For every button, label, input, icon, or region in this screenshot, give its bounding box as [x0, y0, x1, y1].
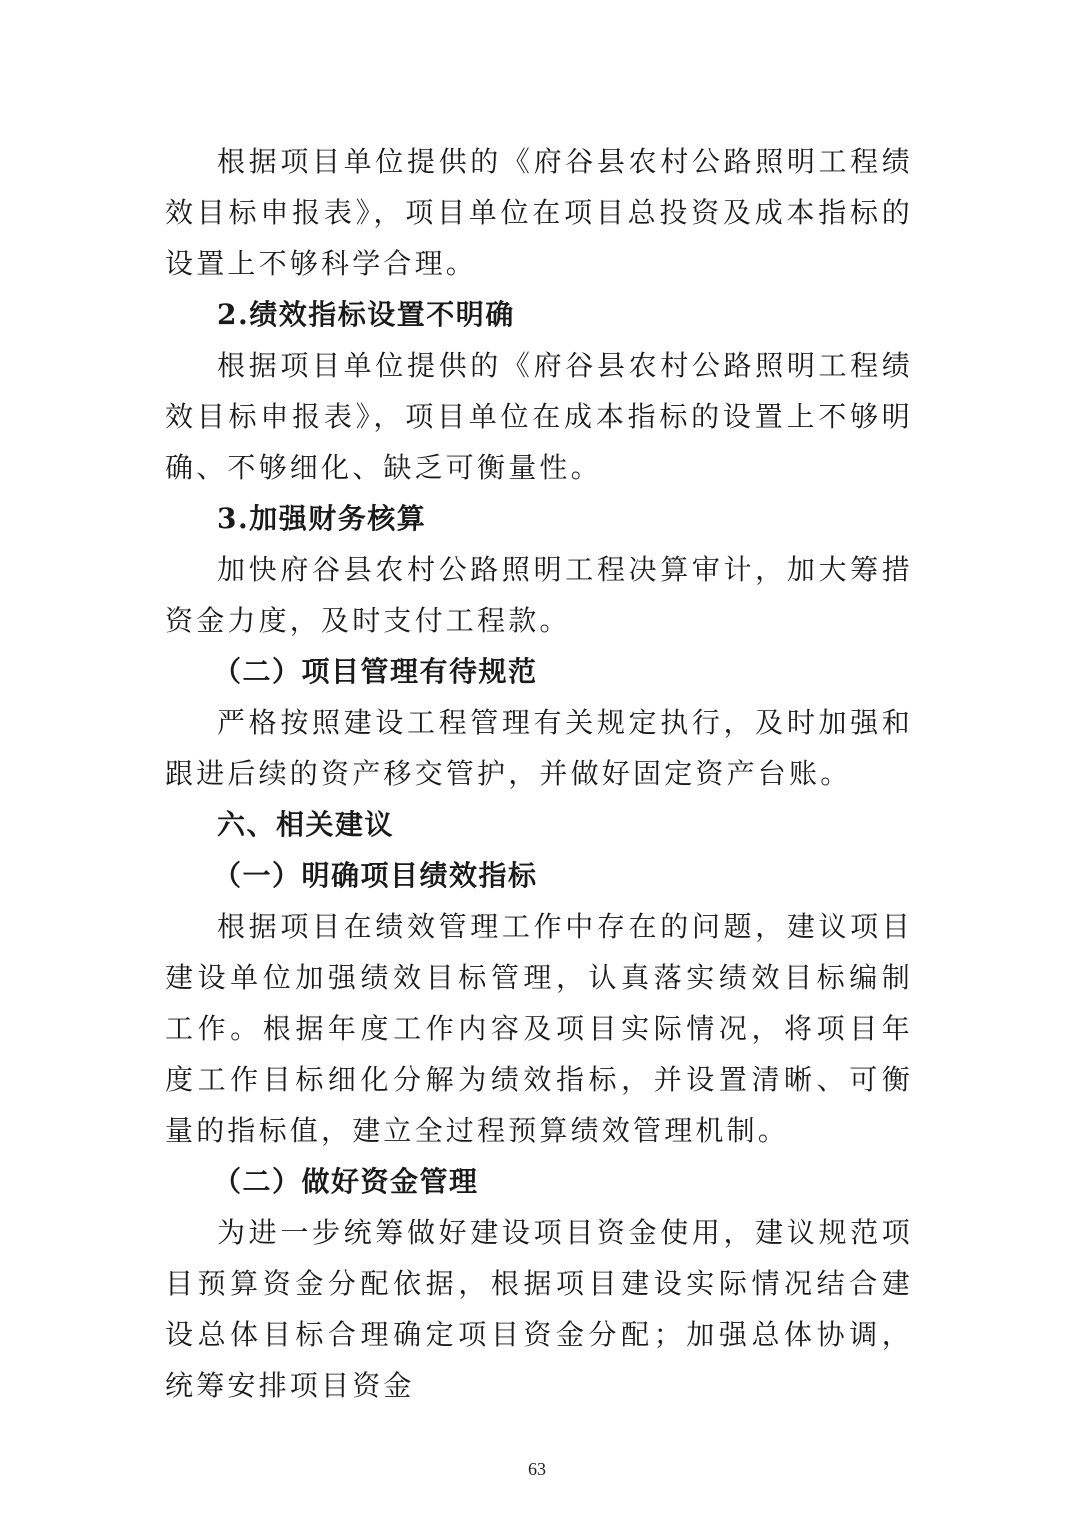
paragraph-project-management: 严格按照建设工程管理有关规定执行，及时加强和跟进后续的资产移交管护，并做好固定资产台账。 — [165, 706, 913, 790]
page-body — [165, 136, 913, 1411]
paragraph-financial-accounting: 加快府谷县农村公路照明工程决算审计，加大筹措资金力度，及时支付工程款。 — [165, 553, 913, 637]
paragraph-indicator-setting: 根据项目单位提供的《府谷县农村公路照明工程绩效目标申报表》，项目单位在成本指标的设置上不够明确、不够细化、缺乏可衡量性。 — [165, 349, 913, 484]
heading-indicator-setting: 2.绩效指标设置不明确 — [217, 298, 515, 331]
paragraph-fund-management: 为进一步统筹做好建设项目资金使用，建议规范项目预算资金分配依据，根据项目建设实际情况结合建设总体目标合理确定项目资金分配；加强总体协调，统筹安排项目资金 — [165, 1216, 913, 1402]
paragraph-target-declaration: 根据项目单位提供的《府谷县农村公路照明工程绩效目标申报表》，项目单位在项目总投资及成本指标的设置上不够科学合理。 — [165, 145, 913, 280]
page-number: 63 — [528, 1459, 546, 1479]
heading-financial-accounting: 3.加强财务核算 — [217, 502, 427, 535]
paragraph-clarify-indicators: 根据项目在绩效管理工作中存在的问题，建议项目建设单位加强绩效目标管理，认真落实绩效目标编制工作。根据年度工作内容及项目实际情况，将项目年度工作目标细化分解为绩效指标，并设置清晰、可衡量的指标值，建立全过程预算绩效管理机制。 — [165, 910, 913, 1147]
heading-project-management: （二）项目管理有待规范 — [213, 655, 538, 688]
heading-recommendations: 六、相关建议 — [217, 808, 395, 841]
heading-clarify-indicators: （一）明确项目绩效指标 — [213, 859, 538, 892]
heading-fund-management: （二）做好资金管理 — [213, 1165, 479, 1198]
